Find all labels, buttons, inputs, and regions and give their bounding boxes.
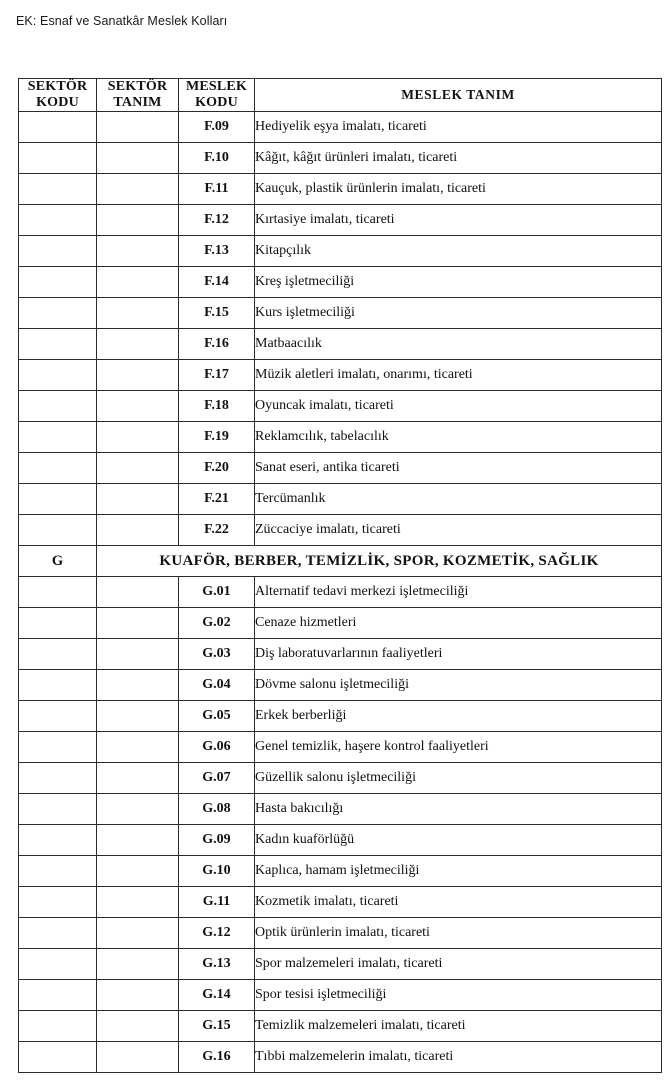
cell-sektor-kodu xyxy=(19,143,97,174)
cell-sektor-kodu xyxy=(19,980,97,1011)
column-header-sektor-kodu xyxy=(19,79,97,112)
cell-sektor-tanim xyxy=(97,267,179,298)
meslek-kodu-line2: KODU xyxy=(195,95,238,111)
cell-sektor-tanim xyxy=(97,1011,179,1042)
cell-meslek-tanim: Spor tesisi işletmeciliği xyxy=(255,980,662,1011)
cell-meslek-kodu: F.20 xyxy=(179,453,255,484)
cell-meslek-kodu: F.19 xyxy=(179,422,255,453)
cell-sektor-kodu xyxy=(19,670,97,701)
cell-meslek-kodu: F.18 xyxy=(179,391,255,422)
sektor-tanim-line1: SEKTÖR xyxy=(107,79,168,94)
cell-sektor-tanim xyxy=(97,794,179,825)
cell-meslek-kodu: F.13 xyxy=(179,236,255,267)
cell-meslek-tanim: Hediyelik eşya imalatı, ticareti xyxy=(255,112,662,143)
cell-sektor-kodu xyxy=(19,639,97,670)
cell-meslek-kodu: G.10 xyxy=(179,856,255,887)
cell-meslek-kodu: F.14 xyxy=(179,267,255,298)
cell-sektor-kodu xyxy=(19,267,97,298)
table-row xyxy=(19,360,662,391)
cell-meslek-tanim: Kâğıt, kâğıt ürünleri imalatı, ticareti xyxy=(255,143,662,174)
cell-meslek-kodu: F.17 xyxy=(179,360,255,391)
cell-sektor-kodu xyxy=(19,484,97,515)
cell-meslek-kodu: F.16 xyxy=(179,329,255,360)
cell-sektor-kodu xyxy=(19,763,97,794)
cell-meslek-tanim: Oyuncak imalatı, ticareti xyxy=(255,391,662,422)
cell-sektor-tanim xyxy=(97,205,179,236)
cell-sektor-kodu xyxy=(19,608,97,639)
cell-sektor-tanim xyxy=(97,918,179,949)
cell-sektor-tanim xyxy=(97,856,179,887)
table-row xyxy=(19,453,662,484)
cell-meslek-tanim: Alternatif tedavi merkezi işletmeciliği xyxy=(255,577,662,608)
table-row xyxy=(19,949,662,980)
table-row xyxy=(19,484,662,515)
table-row xyxy=(19,329,662,360)
cell-sektor-kodu xyxy=(19,918,97,949)
table-row xyxy=(19,298,662,329)
column-header-meslek-kodu xyxy=(179,79,255,112)
cell-meslek-kodu: F.11 xyxy=(179,174,255,205)
cell-sektor-tanim xyxy=(97,887,179,918)
cell-sektor-tanim xyxy=(97,825,179,856)
table-row xyxy=(19,112,662,143)
cell-sektor-tanim xyxy=(97,422,179,453)
meslek-kodu-line1: MESLEK xyxy=(185,79,248,94)
table-row xyxy=(19,391,662,422)
cell-meslek-kodu: F.09 xyxy=(179,112,255,143)
cell-sektor-kodu xyxy=(19,1011,97,1042)
cell-meslek-kodu: G.04 xyxy=(179,670,255,701)
cell-sektor-tanim xyxy=(97,453,179,484)
cell-meslek-tanim: Erkek berberliği xyxy=(255,701,662,732)
cell-meslek-tanim: Kurs işletmeciliği xyxy=(255,298,662,329)
table-row xyxy=(19,1042,662,1073)
cell-meslek-tanim: Kitapçılık xyxy=(255,236,662,267)
table-row xyxy=(19,236,662,267)
cell-sektor-kodu xyxy=(19,391,97,422)
cell-sektor-tanim xyxy=(97,236,179,267)
cell-meslek-kodu: F.10 xyxy=(179,143,255,174)
cell-meslek-tanim: Hasta bakıcılığı xyxy=(255,794,662,825)
cell-meslek-tanim: Müzik aletleri imalatı, onarımı, ticareti xyxy=(255,360,662,391)
cell-meslek-kodu: G.06 xyxy=(179,732,255,763)
cell-sektor-tanim xyxy=(97,639,179,670)
table-row xyxy=(19,701,662,732)
cell-meslek-kodu: G.01 xyxy=(179,577,255,608)
sektor-kodu-line1: SEKTÖR xyxy=(27,79,88,94)
cell-meslek-tanim: Sanat eseri, antika ticareti xyxy=(255,453,662,484)
cell-meslek-kodu: F.12 xyxy=(179,205,255,236)
table-header xyxy=(19,79,662,112)
cell-sektor-kodu: G xyxy=(19,546,97,577)
cell-sektor-tanim xyxy=(97,670,179,701)
cell-sektor-tanim xyxy=(97,515,179,546)
cell-meslek-tanim: Dövme salonu işletmeciliği xyxy=(255,670,662,701)
cell-sektor-kodu xyxy=(19,856,97,887)
cell-meslek-tanim: Tıbbi malzemelerin imalatı, ticareti xyxy=(255,1042,662,1073)
cell-meslek-kodu: G.15 xyxy=(179,1011,255,1042)
cell-meslek-tanim: Güzellik salonu işletmeciliği xyxy=(255,763,662,794)
cell-meslek-tanim: Optik ürünlerin imalatı, ticareti xyxy=(255,918,662,949)
cell-sektor-tanim xyxy=(97,763,179,794)
cell-meslek-tanim: Kaplıca, hamam işletmeciliği xyxy=(255,856,662,887)
cell-sektor-kodu xyxy=(19,453,97,484)
table-row xyxy=(19,577,662,608)
cell-sektor-tanim xyxy=(97,608,179,639)
table-row xyxy=(19,205,662,236)
table-row xyxy=(19,980,662,1011)
table-row xyxy=(19,763,662,794)
table-body xyxy=(19,112,662,1073)
table-section-row xyxy=(19,546,662,577)
cell-sektor-kodu xyxy=(19,701,97,732)
table-row xyxy=(19,267,662,298)
column-header-sektor-tanim xyxy=(97,79,179,112)
cell-meslek-tanim: Kırtasiye imalatı, ticareti xyxy=(255,205,662,236)
table-row xyxy=(19,918,662,949)
table-row xyxy=(19,1011,662,1042)
document-header-note: EK: Esnaf ve Sanatkâr Meslek Kolları xyxy=(16,14,228,28)
cell-sektor-kodu xyxy=(19,329,97,360)
cell-sektor-tanim xyxy=(97,360,179,391)
cell-meslek-tanim: Matbaacılık xyxy=(255,329,662,360)
table-row xyxy=(19,639,662,670)
sektor-tanim-line2: TANIM xyxy=(113,95,162,111)
cell-meslek-tanim: Diş laboratuvarlarının faaliyetleri xyxy=(255,639,662,670)
cell-sektor-kodu xyxy=(19,515,97,546)
cell-sektor-tanim xyxy=(97,298,179,329)
cell-sektor-tanim xyxy=(97,577,179,608)
cell-meslek-tanim: Kauçuk, plastik ürünlerin imalatı, ticareti xyxy=(255,174,662,205)
cell-sektor-tanim xyxy=(97,732,179,763)
column-header-meslek-tanim: MESLEK TANIM xyxy=(255,79,662,112)
cell-meslek-kodu: G.07 xyxy=(179,763,255,794)
table-row xyxy=(19,143,662,174)
cell-sektor-tanim xyxy=(97,112,179,143)
cell-sektor-tanim xyxy=(97,143,179,174)
occupation-codes-table xyxy=(18,78,662,1073)
cell-sektor-kodu xyxy=(19,205,97,236)
cell-sektor-kodu xyxy=(19,236,97,267)
cell-meslek-kodu: G.02 xyxy=(179,608,255,639)
cell-meslek-kodu: F.15 xyxy=(179,298,255,329)
cell-meslek-kodu: G.14 xyxy=(179,980,255,1011)
cell-sektor-kodu xyxy=(19,422,97,453)
cell-sektor-tanim xyxy=(97,329,179,360)
cell-sektor-tanim xyxy=(97,701,179,732)
cell-meslek-tanim: Spor malzemeleri imalatı, ticareti xyxy=(255,949,662,980)
table-row xyxy=(19,887,662,918)
cell-sektor-tanim xyxy=(97,174,179,205)
cell-sektor-kodu xyxy=(19,577,97,608)
cell-sektor-kodu xyxy=(19,360,97,391)
table-row xyxy=(19,174,662,205)
cell-sektor-tanim xyxy=(97,391,179,422)
cell-meslek-kodu: G.09 xyxy=(179,825,255,856)
cell-meslek-kodu: G.11 xyxy=(179,887,255,918)
cell-sektor-kodu xyxy=(19,949,97,980)
cell-meslek-tanim: Züccaciye imalatı, ticareti xyxy=(255,515,662,546)
cell-sektor-tanim xyxy=(97,484,179,515)
cell-sektor-kodu xyxy=(19,1042,97,1073)
table-row xyxy=(19,732,662,763)
cell-sektor-kodu xyxy=(19,887,97,918)
cell-sektor-kodu xyxy=(19,112,97,143)
table-row xyxy=(19,515,662,546)
table-row xyxy=(19,422,662,453)
table-row xyxy=(19,794,662,825)
cell-sektor-kodu xyxy=(19,732,97,763)
cell-meslek-kodu: G.03 xyxy=(179,639,255,670)
table-row xyxy=(19,825,662,856)
table-row xyxy=(19,670,662,701)
cell-sektor-tanim xyxy=(97,1042,179,1073)
cell-meslek-kodu: G.16 xyxy=(179,1042,255,1073)
cell-sektor-kodu xyxy=(19,825,97,856)
cell-meslek-kodu: F.21 xyxy=(179,484,255,515)
cell-meslek-kodu: G.08 xyxy=(179,794,255,825)
cell-meslek-tanim: Cenaze hizmetleri xyxy=(255,608,662,639)
cell-meslek-tanim: Kozmetik imalatı, ticareti xyxy=(255,887,662,918)
table-header-row xyxy=(19,79,662,112)
table-row xyxy=(19,856,662,887)
cell-section-title: KUAFÖR, BERBER, TEMİZLİK, SPOR, KOZMETİK, SAĞLIK xyxy=(97,546,662,577)
cell-meslek-kodu: F.22 xyxy=(179,515,255,546)
sektor-kodu-line2: KODU xyxy=(36,95,79,111)
cell-meslek-tanim: Tercümanlık xyxy=(255,484,662,515)
cell-meslek-tanim: Kadın kuaförlüğü xyxy=(255,825,662,856)
cell-sektor-tanim xyxy=(97,980,179,1011)
table-row xyxy=(19,608,662,639)
cell-sektor-kodu xyxy=(19,174,97,205)
cell-sektor-kodu xyxy=(19,794,97,825)
cell-meslek-tanim: Kreş işletmeciliği xyxy=(255,267,662,298)
cell-meslek-kodu: G.13 xyxy=(179,949,255,980)
cell-meslek-kodu: G.05 xyxy=(179,701,255,732)
cell-meslek-tanim: Genel temizlik, haşere kontrol faaliyetleri xyxy=(255,732,662,763)
cell-meslek-tanim: Temizlik malzemeleri imalatı, ticareti xyxy=(255,1011,662,1042)
cell-meslek-kodu: G.12 xyxy=(179,918,255,949)
cell-sektor-kodu xyxy=(19,298,97,329)
cell-meslek-tanim: Reklamcılık, tabelacılık xyxy=(255,422,662,453)
cell-sektor-tanim xyxy=(97,949,179,980)
